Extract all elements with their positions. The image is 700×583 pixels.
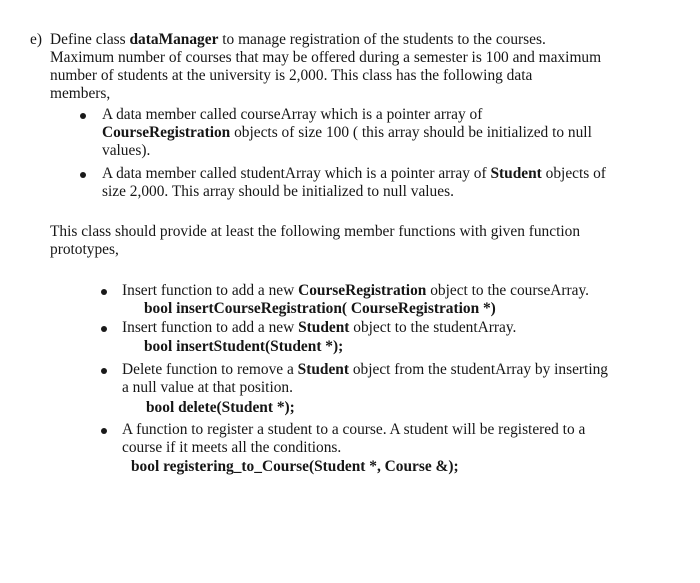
data-member-1-line-1: A data member called courseArray which is a pointer array of: [102, 106, 483, 123]
data-member-1-line-3: values).: [102, 142, 151, 159]
intro-text: to manage registration of the students to the courses.: [218, 31, 546, 48]
bullet-icon: [101, 289, 107, 295]
function-4-description-line-2: course if it meets all the conditions.: [122, 439, 342, 456]
function-1-description: Insert function to add a new CourseRegistration object to the courseArray.: [122, 282, 590, 299]
bullet-icon: [80, 113, 86, 119]
bullet-icon: [101, 368, 107, 374]
data-member-2-line-1: A data member called studentArray which is a pointer array of Student objects of: [102, 165, 606, 182]
data-member-1-line-2: CourseRegistration objects of size 100 ( this array should be initialized to null: [102, 124, 592, 141]
function-2-prototype: bool insertStudent(Student *);: [144, 338, 344, 355]
function-1-prototype: bool insertCourseRegistration( CourseRegistration *): [144, 300, 496, 317]
bullet-icon: [80, 172, 86, 178]
intro-text: Define class: [50, 31, 130, 48]
function-3-description-line-2: a null value at that position.: [122, 379, 293, 396]
class-name: dataManager: [129, 31, 219, 48]
intro-line-1: [50, 31, 546, 49]
bullet-icon: [101, 428, 107, 434]
intro-line-2: Maximum number of courses that may be offered during a semester is 100 and maximum: [50, 49, 602, 66]
data-member-2-line-2: size 2,000. This array should be initialized to null values.: [102, 183, 454, 200]
course-registration-term: CourseRegistration: [102, 124, 231, 141]
functions-intro-line-1: This class should provide at least the following member functions with given function: [50, 223, 581, 240]
intro-line-4: members,: [50, 85, 111, 102]
student-term: Student: [490, 165, 542, 182]
question-label: e): [30, 31, 42, 48]
function-3-description: Delete function to remove a Student object from the studentArray by inserting: [122, 361, 608, 378]
function-4-description: A function to register a student to a course. A student will be registered to a: [122, 421, 586, 438]
function-2-description: Insert function to add a new Student object to the studentArray.: [122, 319, 517, 336]
intro-line-3: number of students at the university is 2,000. This class has the following data: [50, 67, 533, 84]
functions-intro-line-2: prototypes,: [50, 241, 119, 258]
bullet-icon: [101, 326, 107, 332]
function-3-prototype: bool delete(Student *);: [146, 399, 295, 416]
function-4-prototype: bool registering_to_Course(Student *, Course &);: [131, 458, 459, 475]
